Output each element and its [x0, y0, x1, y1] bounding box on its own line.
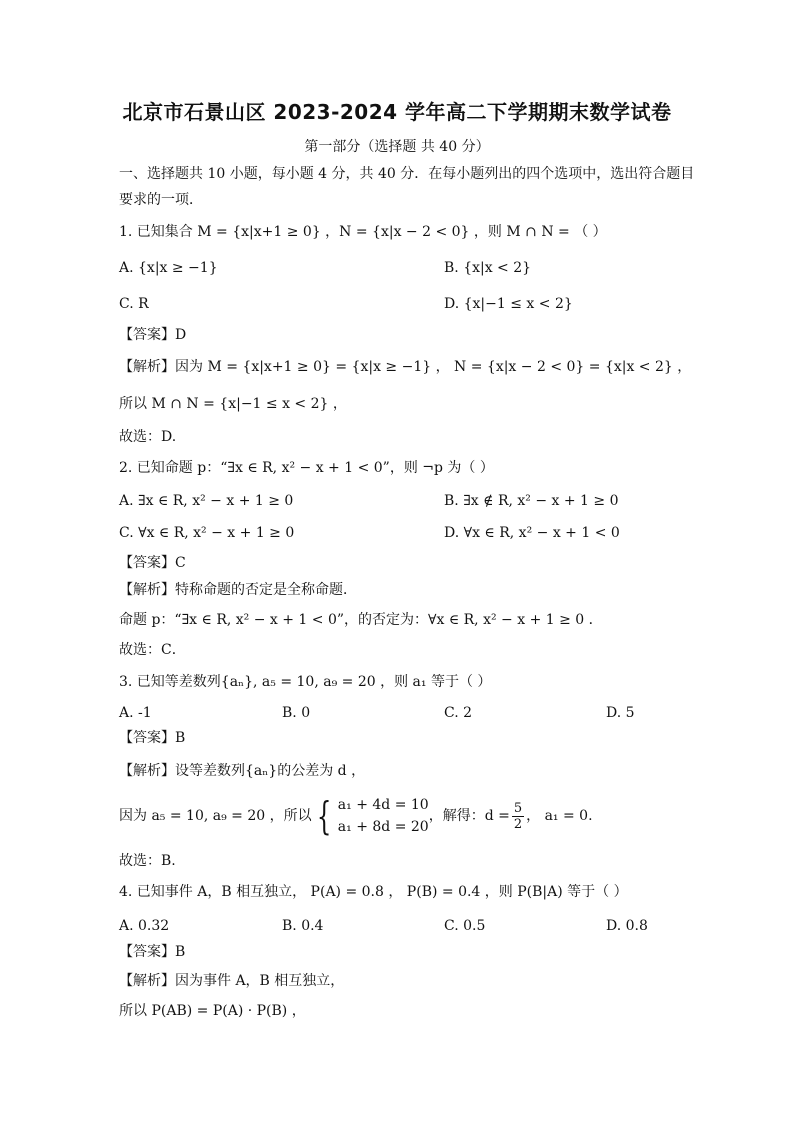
- q2-answer: 【答案】C: [119, 555, 186, 571]
- fraction-numerator: 5: [513, 800, 523, 816]
- equation-2: a₁ + 8d = 20: [337, 819, 429, 835]
- q1-option-c: C. R: [119, 296, 149, 312]
- q3-stem: 3. 已知等差数列{aₙ}, a₅ = 10, a₉ = 20 ，则 a₁ 等于（ ）: [119, 674, 492, 690]
- q3-analysis-2: [119, 794, 593, 838]
- q2-analysis-3: 故选：C．: [119, 642, 186, 658]
- q4-answer: 【答案】B: [119, 944, 186, 960]
- q3-analysis-2-pre: 因为 a₅ = 10, a₉ = 20 ，所以: [119, 808, 312, 824]
- q1-answer: 【答案】D: [119, 327, 187, 343]
- q2-option-a: A. ∃x ∈ R, x² − x + 1 ≥ 0: [119, 493, 294, 509]
- equation-1: a₁ + 4d = 10: [337, 797, 429, 813]
- q3-option-b: B. 0: [282, 705, 311, 721]
- q3-option-c: C. 2: [444, 705, 473, 721]
- q3-analysis-2-mid: ，解得：d =: [428, 808, 510, 824]
- intro-line-1: 一、选择题共 10 小题，每小题 4 分，共 40 分．在每小题列出的四个选项中，选出符合题目: [119, 166, 695, 182]
- q1-stem: 1. 已知集合 M = {x|x+1 ≥ 0} ，N = {x|x − 2 < 0} ，则 M ∩ N = （ ）: [119, 224, 607, 240]
- q2-analysis-1: 【解析】特称命题的否定是全称命题．: [119, 582, 357, 598]
- q4-stem: 4. 已知事件 A，B 相互独立， P(A) = 0.8 ， P(B) = 0.4 ，则 P(B|A) 等于（ ）: [119, 884, 628, 900]
- q1-option-d: D. {x|−1 ≤ x < 2}: [444, 296, 573, 312]
- intro-line-2: 要求的一项．: [119, 192, 203, 208]
- q2-option-b: B. ∃x ∉ R, x² − x + 1 ≥ 0: [444, 493, 619, 509]
- q2-option-c: C. ∀x ∈ R, x² − x + 1 ≥ 0: [119, 525, 295, 541]
- fraction: [512, 801, 524, 832]
- page-title: 北京市石景山区 2023-2024 学年高二下学期期末数学试卷: [122, 100, 672, 124]
- q1-analysis-2: 所以 M ∩ N = {x|−1 ≤ x < 2} ，: [119, 396, 347, 412]
- q1-option-b: B. {x|x < 2}: [444, 260, 532, 276]
- q1-analysis-3: 故选：D.: [119, 429, 177, 445]
- q4-analysis-2: 所以 P(AB) = P(A) · P(B) ，: [119, 1003, 306, 1019]
- q4-option-b: B. 0.4: [282, 918, 324, 934]
- q4-option-a: A. 0.32: [119, 918, 170, 934]
- q4-analysis-1: 【解析】因为事件 A，B 相互独立，: [119, 973, 345, 989]
- q4-option-c: C. 0.5: [444, 918, 486, 934]
- q4-option-d: D. 0.8: [606, 918, 648, 934]
- brace-symbol: {: [316, 794, 331, 838]
- section-subtitle: 第一部分（选择题 共 40 分）: [304, 139, 490, 155]
- q1-option-a: A. {x|x ≥ −1}: [119, 260, 218, 276]
- q2-stem: 2. 已知命题 p：“∃x ∈ R, x² − x + 1 < 0”，则 ¬p 为（ ）: [119, 460, 494, 476]
- q3-option-d: D. 5: [606, 705, 635, 721]
- q3-analysis-2-post: ， a₁ = 0.: [526, 808, 593, 824]
- q2-option-d: D. ∀x ∈ R, x² − x + 1 < 0: [444, 525, 620, 541]
- q3-analysis-3: 故选：B.: [119, 853, 176, 869]
- q2-analysis-2: 命题 p：“∃x ∈ R, x² − x + 1 < 0”，的否定为：∀x ∈ R, x² − x + 1 ≥ 0 ．: [119, 612, 603, 628]
- fraction-denominator: 2: [513, 816, 523, 832]
- q3-answer: 【答案】B: [119, 730, 186, 746]
- q1-analysis-1: 【解析】因为 M = {x|x+1 ≥ 0} = {x|x ≥ −1} ， N = {x|x − 2 < 0} = {x|x < 2} ，: [119, 359, 692, 375]
- q3-option-a: A. -1: [119, 705, 152, 721]
- equation-system: [312, 794, 429, 838]
- q3-analysis-1: 【解析】设等差数列{aₙ}的公差为 d ，: [119, 763, 366, 779]
